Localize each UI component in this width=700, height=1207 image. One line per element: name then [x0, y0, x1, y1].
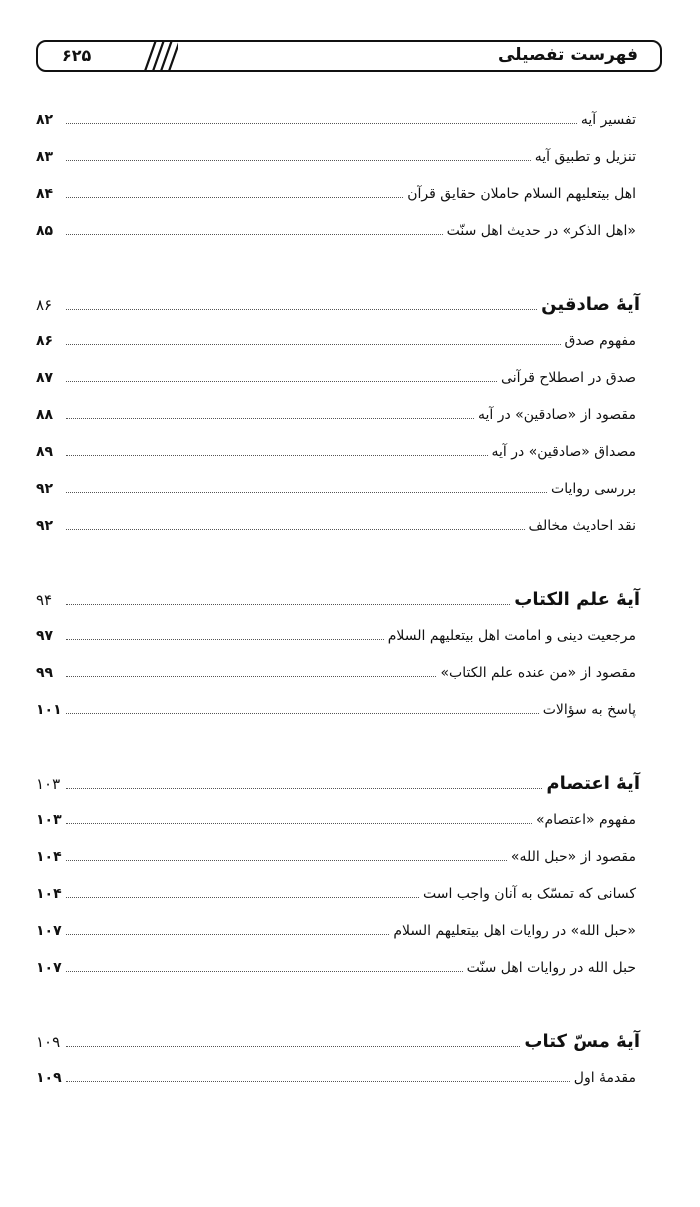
toc-entry[interactable] — [34, 397, 640, 434]
entry-title: بررسی روایات — [551, 481, 636, 497]
entry-page: ۱۰۹ — [36, 1070, 62, 1086]
entry-page: ۹۷ — [36, 628, 54, 644]
entry-title: مصداق «صادقین» در آیه — [491, 444, 636, 460]
entry-page: ۸۶ — [36, 333, 54, 349]
entry-title: مفهوم صدق — [564, 333, 636, 349]
toc-entry[interactable] — [34, 876, 640, 913]
entry-title: حبل الله در روایات اهل سنّت — [466, 960, 636, 976]
table-of-contents — [34, 102, 640, 1097]
toc-entry[interactable] — [34, 434, 640, 471]
entry-title: مقصود از «صادقین» در آیه — [477, 407, 636, 423]
entry-title: مرجعیت دینی و امامت اهل بیتعليهم السلام — [387, 628, 636, 644]
dot-leader — [66, 638, 384, 640]
entry-page: ۸۷ — [36, 370, 54, 386]
entry-title: نقد احادیث مخالف — [528, 518, 636, 534]
toc-entry[interactable] — [34, 471, 640, 508]
entry-page: ۱۰۱ — [36, 702, 62, 718]
toc-section-heading[interactable] — [34, 286, 640, 323]
entry-title: تفسیر آیه — [580, 112, 636, 128]
running-header — [36, 40, 662, 72]
entry-page: ۸۳ — [36, 149, 54, 165]
entry-title: مقدمهٔ اول — [573, 1070, 636, 1086]
header-page-number: ۶۲۵ — [62, 46, 92, 65]
toc-entry[interactable] — [34, 618, 640, 655]
toc-entry[interactable] — [34, 323, 640, 360]
dot-leader — [66, 933, 389, 935]
dot-leader — [66, 343, 561, 345]
toc-entry[interactable] — [34, 360, 640, 397]
dot-leader — [66, 970, 463, 972]
toc-entry[interactable] — [34, 139, 640, 176]
entry-page: ۱۰۷ — [36, 923, 62, 939]
section-page: ۸۶ — [36, 296, 53, 314]
toc-entry[interactable] — [34, 655, 640, 692]
section-gap — [34, 250, 640, 286]
section-page: ۱۰۹ — [36, 1033, 61, 1051]
dot-leader — [66, 822, 532, 824]
toc-entry[interactable] — [34, 950, 640, 987]
dot-leader — [66, 122, 577, 124]
dot-leader — [66, 896, 419, 898]
entry-page: ۸۲ — [36, 112, 54, 128]
entry-title: کسانی که تمسّک به آنان واجب است — [422, 886, 636, 902]
dot-leader — [66, 1080, 570, 1082]
dot-leader — [66, 859, 507, 861]
entry-title: «حبل الله» در روایات اهل بیتعليهم السلام — [393, 923, 636, 939]
section-gap — [34, 545, 640, 581]
toc-section-heading[interactable] — [34, 581, 640, 618]
toc-entry[interactable] — [34, 692, 640, 729]
toc-entry[interactable] — [34, 839, 640, 876]
section-page: ۱۰۳ — [36, 775, 61, 793]
dot-leader — [66, 1045, 520, 1047]
section-title: آیهٔ علم الکتاب — [514, 589, 640, 610]
toc-entry[interactable] — [34, 213, 640, 250]
dot-leader — [66, 787, 542, 789]
section-gap — [34, 729, 640, 765]
section-title: آیهٔ مسّ کتاب — [524, 1031, 640, 1052]
entry-page: ۱۰۳ — [36, 812, 62, 828]
toc-section-heading[interactable] — [34, 1023, 640, 1060]
decorative-stripes-icon — [132, 40, 178, 72]
toc-entry[interactable] — [34, 913, 640, 950]
entry-page: ۹۲ — [36, 481, 54, 497]
toc-entry[interactable] — [34, 508, 640, 545]
entry-page: ۸۴ — [36, 186, 54, 202]
entry-page: ۸۹ — [36, 444, 54, 460]
entry-page: ۸۵ — [36, 223, 54, 239]
entry-title: تنزیل و تطبیق آیه — [534, 149, 636, 165]
entry-title: «اهل الذکر» در حدیث اهل سنّت — [446, 223, 636, 239]
toc-entry[interactable] — [34, 176, 640, 213]
dot-leader — [66, 491, 547, 493]
dot-leader — [66, 712, 539, 714]
toc-entry[interactable] — [34, 802, 640, 839]
section-title: آیهٔ اعتصام — [546, 773, 640, 794]
entry-title: اهل بیتعليهم السلام حاملان حقایق قرآن — [407, 186, 636, 202]
dot-leader — [66, 196, 403, 198]
dot-leader — [66, 233, 443, 235]
dot-leader — [66, 308, 537, 310]
entry-title: مقصود از «حبل الله» — [510, 849, 636, 865]
dot-leader — [66, 675, 436, 677]
entry-title: صدق در اصطلاح قرآنی — [501, 370, 636, 386]
entry-page: ۱۰۷ — [36, 960, 62, 976]
entry-title: پاسخ به سؤالات — [542, 702, 636, 718]
dot-leader — [66, 417, 474, 419]
section-title: آیهٔ صادقین — [541, 294, 640, 315]
toc-section-heading[interactable] — [34, 765, 640, 802]
entry-page: ۸۸ — [36, 407, 54, 423]
section-page: ۹۴ — [36, 591, 53, 609]
dot-leader — [66, 603, 510, 605]
toc-entry[interactable] — [34, 1060, 640, 1097]
dot-leader — [66, 528, 525, 530]
section-gap — [34, 987, 640, 1023]
entry-page: ۱۰۴ — [36, 849, 62, 865]
entry-page: ۹۹ — [36, 665, 54, 681]
toc-entry[interactable] — [34, 102, 640, 139]
dot-leader — [66, 380, 497, 382]
dot-leader — [66, 159, 531, 161]
entry-title: مفهوم «اعتصام» — [535, 812, 636, 828]
entry-title: مقصود از «من عنده علم الکتاب» — [440, 665, 636, 681]
dot-leader — [66, 454, 488, 456]
entry-page: ۹۲ — [36, 518, 54, 534]
entry-page: ۱۰۴ — [36, 886, 62, 902]
header-title: فهرست تفصیلی — [497, 45, 638, 65]
